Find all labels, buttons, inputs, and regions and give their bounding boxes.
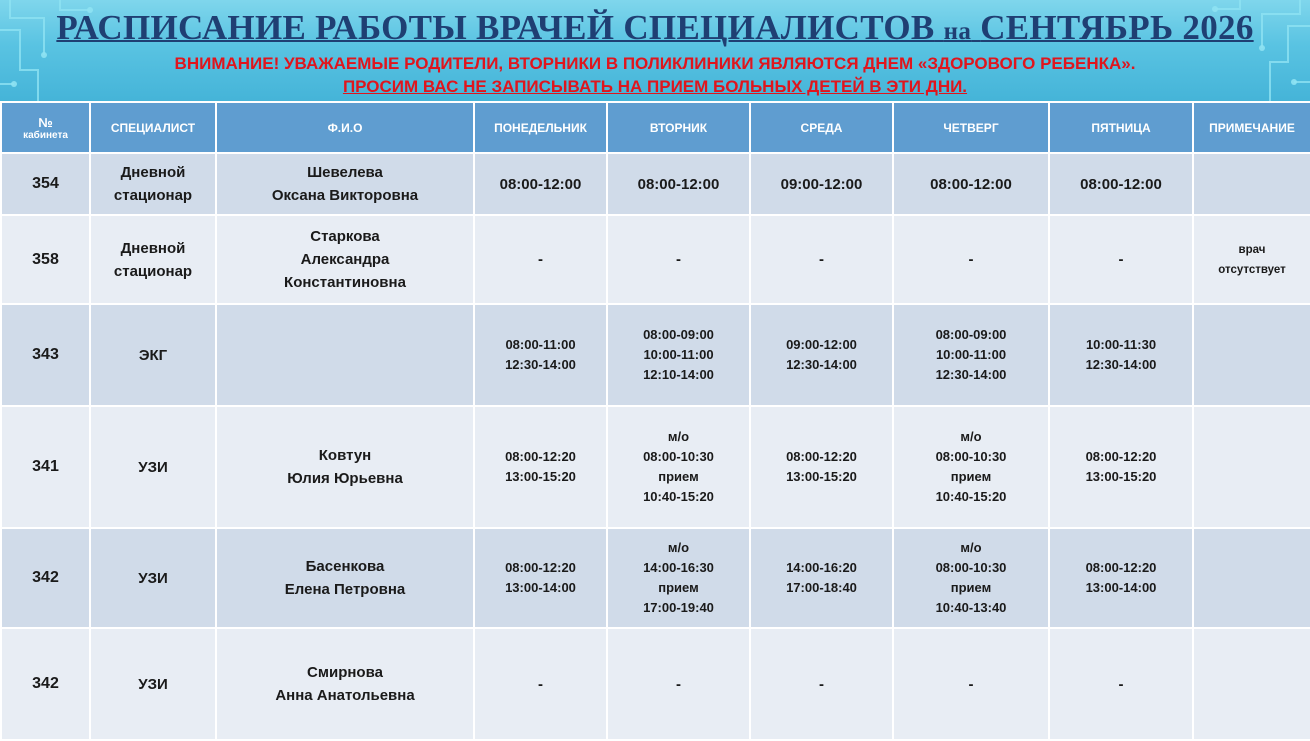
cell-thursday [893,215,1049,304]
cell-text: 14:00-16:20 [786,560,857,575]
cell-text: 12:30-14:00 [786,357,857,372]
cell-text: 08:00-12:20 [1085,560,1157,575]
cell-thursday [893,528,1049,628]
cell-tuesday [607,406,750,528]
cell-text: Оксана Викторовна [271,187,419,204]
cell-text: - [676,675,681,693]
cell-wednesday [750,528,893,628]
cell-text: 13:00-14:00 [1085,580,1157,595]
cell-text: 08:00-11:00 [505,337,576,352]
cell-friday [1049,406,1193,528]
cell-name [216,153,474,215]
cell-text: Юлия Юрьевна [287,470,403,487]
cell-text: - [538,251,543,268]
cell-text: 08:00-12:20 [786,449,857,464]
cell-tuesday [607,528,750,628]
cell-specialist [90,406,216,528]
cell-text: 09:00-12:00 [780,175,863,193]
cell-specialist [90,528,216,628]
cell-specialist [90,153,216,215]
cell-text: Ковтун [318,447,372,464]
cell-room [1,215,90,304]
column-header-room: № кабинета [1,102,90,153]
cell-specialist [90,304,216,406]
cell-text: - [538,675,543,693]
cell-text: м/о [960,540,982,555]
cell-note [1193,528,1310,628]
cell-text: 342 [32,675,59,692]
cell-text: 341 [32,458,59,475]
cell-text: 10:40-15:20 [935,489,1007,504]
cell-name [216,304,474,406]
cell-text: Александра [300,251,390,268]
cell-text: прием [950,469,992,484]
cell-text: стационар [113,187,193,204]
cell-text: Елена Петровна [284,581,406,598]
table-row [1,528,1310,628]
cell-monday [474,406,607,528]
cell-text: УЗИ [138,458,168,476]
page-header [0,0,1310,101]
cell-friday [1049,304,1193,406]
column-header-note: ПРИМЕЧАНИЕ [1193,102,1310,153]
column-header-thursday: ЧЕТВЕРГ [893,102,1049,153]
cell-text: Константиновна [284,274,406,291]
cell-text: 13:00-15:20 [1085,469,1157,484]
cell-friday [1049,215,1193,304]
cell-text: 08:00-12:20 [1085,449,1157,464]
cell-text: - [819,675,824,693]
cell-specialist [90,628,216,740]
cell-friday [1049,153,1193,215]
cell-friday [1049,528,1193,628]
cell-friday [1049,628,1193,740]
cell-text: УЗИ [138,569,168,587]
cell-wednesday [750,304,893,406]
cell-text: 08:00-09:00 [935,327,1007,342]
cell-text: Дневной [120,164,186,181]
cell-name [216,215,474,304]
cell-text: 10:00-11:30 [1085,337,1157,352]
cell-text: 08:00-09:00 [643,327,714,342]
cell-specialist [90,215,216,304]
cell-text: 14:00-16:30 [643,560,714,575]
schedule-table [0,101,1310,741]
cell-text: врач [1238,243,1266,256]
cell-text: 10:00-11:00 [935,347,1007,362]
cell-text: м/о [667,540,690,555]
cell-wednesday [750,628,893,740]
cell-text: ЭКГ [138,346,168,364]
cell-text: 17:00-18:40 [786,580,857,595]
table-row [1,215,1310,304]
cell-text: 13:00-15:20 [786,469,857,484]
cell-room [1,304,90,406]
cell-name [216,406,474,528]
cell-name [216,528,474,628]
cell-text: 358 [32,250,59,268]
cell-room [1,153,90,215]
cell-text: м/о [960,429,982,444]
cell-text: 08:00-12:20 [505,560,576,575]
cell-note [1193,153,1310,215]
cell-text: 08:00-10:30 [643,449,714,464]
cell-text: Шевелева [307,164,383,181]
cell-text: 08:00-12:00 [1080,175,1162,193]
cell-text: прием [658,469,699,484]
table-row [1,304,1310,406]
cell-text: 12:30-14:00 [505,357,576,372]
cell-note [1193,628,1310,740]
column-header-specialist: СПЕЦИАЛИСТ [90,102,216,153]
cell-text: 08:00-12:00 [930,175,1012,193]
cell-text: 08:00-12:00 [499,175,582,193]
cell-text: 17:00-19:40 [643,600,714,615]
cell-monday [474,528,607,628]
notice-line-1: ВНИМАНИЕ! УВАЖАЕМЫЕ РОДИТЕЛИ, ВТОРНИКИ В ПОЛИКЛИНИКИ ЯВЛЯЮТСЯ ДНЕМ «ЗДОРОВОГО РЕБЕНКА». [174,54,1136,73]
cell-room [1,406,90,528]
cell-text: 13:00-14:00 [505,580,576,595]
cell-note [1193,215,1310,304]
cell-text: Старкова [310,228,380,245]
cell-thursday [893,628,1049,740]
cell-thursday [893,406,1049,528]
cell-text: - [1118,251,1124,268]
cell-text: прием [950,580,992,595]
page-title: РАСПИСАНИЕ РАБОТЫ ВРАЧЕЙ СПЕЦИАЛИСТОВ на СЕНТЯБРЬ 2026 [56,8,1254,47]
cell-text: 13:00-15:20 [505,469,576,484]
notice-line-2: ПРОСИМ ВАС НЕ ЗАПИСЫВАТЬ НА ПРИЕМ БОЛЬНЫХ ДЕТЕЙ В ЭТИ ДНИ. [342,77,968,96]
cell-text: прием [658,580,699,595]
cell-wednesday [750,215,893,304]
cell-text: 09:00-12:00 [786,337,857,352]
cell-text: 10:40-13:40 [935,600,1007,615]
cell-text: 10:00-11:00 [643,347,714,362]
cell-text: 354 [32,175,59,192]
cell-tuesday [607,215,750,304]
cell-monday [474,628,607,740]
cell-room [1,528,90,628]
column-header-wednesday: СРЕДА [750,102,893,153]
column-header-tuesday: ВТОРНИК [607,102,750,153]
cell-monday [474,304,607,406]
column-header-friday: ПЯТНИЦА [1049,102,1193,153]
column-header-name: Ф.И.О [216,102,474,153]
cell-text: - [819,251,824,268]
cell-tuesday [607,153,750,215]
cell-text: 08:00-12:00 [637,175,720,193]
cell-tuesday [607,628,750,740]
cell-text: Смирнова [307,664,383,681]
cell-text: - [968,675,974,693]
cell-text: Басенкова [305,558,385,575]
cell-text: 12:30-14:00 [1085,357,1157,372]
schedule-body [1,153,1310,740]
table-row [1,153,1310,215]
cell-text: - [676,251,681,268]
cell-thursday [893,304,1049,406]
cell-note [1193,406,1310,528]
column-header-monday: ПОНЕДЕЛЬНИК [474,102,607,153]
table-row [1,628,1310,740]
cell-text: отсутствует [1218,263,1286,276]
cell-name [216,628,474,740]
cell-tuesday [607,304,750,406]
cell-monday [474,215,607,304]
cell-text: - [968,251,974,268]
cell-text: 12:30-14:00 [935,367,1007,382]
cell-text: 08:00-10:30 [935,560,1007,575]
cell-text: Анна Анатольевна [275,687,415,704]
cell-text: 343 [32,346,59,363]
cell-wednesday [750,406,893,528]
cell-text: Дневной [120,239,186,257]
cell-text: стационар [113,262,193,280]
cell-note [1193,304,1310,406]
cell-text: 10:40-15:20 [643,489,714,504]
cell-text: - [1118,675,1124,693]
cell-text: 08:00-12:20 [505,449,576,464]
table-row [1,406,1310,528]
cell-room [1,628,90,740]
cell-monday [474,153,607,215]
cell-text: УЗИ [138,675,168,693]
cell-thursday [893,153,1049,215]
cell-text: м/о [667,429,690,444]
cell-text: 12:10-14:00 [643,367,714,382]
table-header-row [1,102,1310,153]
cell-wednesday [750,153,893,215]
cell-text: 08:00-10:30 [935,449,1007,464]
cell-text: 342 [32,569,59,586]
